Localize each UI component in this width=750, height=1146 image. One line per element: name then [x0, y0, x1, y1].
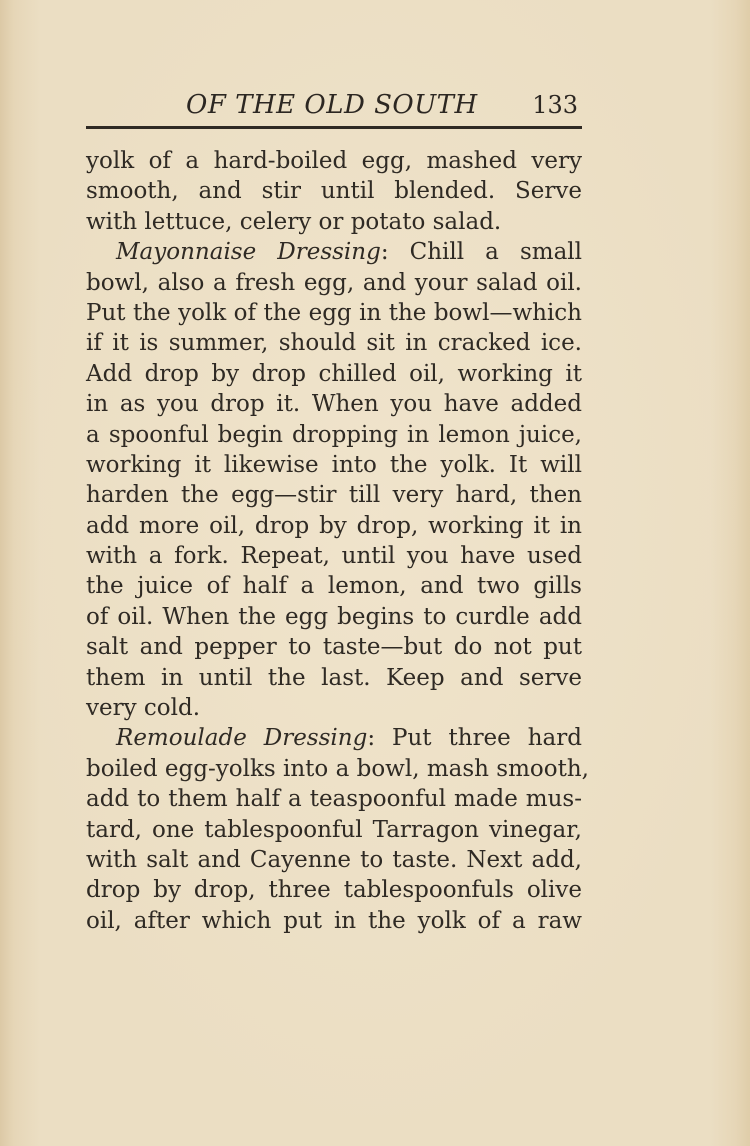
- running-head-title: OF THE OLD SOUTH: [186, 90, 478, 120]
- text-line: bowl, also a fresh egg, and your salad oil.: [86, 269, 582, 296]
- text-line: add more oil, drop by drop, working it in: [86, 512, 582, 539]
- recipe-heading-mayonnaise: Mayonnaise Dressing: [116, 239, 381, 266]
- text-line: with salt and Cayenne to taste. Next add,: [86, 846, 582, 873]
- text-line: a spoonful begin dropping in lemon juice,: [86, 421, 582, 448]
- text-line: drop by drop, three tablespoonfuls olive: [86, 877, 582, 904]
- text-line: yolk of a hard-boiled egg, mashed very: [86, 148, 582, 174]
- running-head: [86, 88, 582, 128]
- text-line: Put the yolk of the egg in the bowl—which: [86, 299, 582, 326]
- text-line: boiled egg-yolks into a bowl, mash smooth,: [86, 755, 589, 782]
- paragraph-first-line: [86, 723, 582, 753]
- text-line: with a fork. Repeat, until you have used: [86, 543, 582, 570]
- text-run: : Put three hard: [367, 725, 582, 752]
- text-line: salt and pepper to taste—but do not put: [86, 634, 582, 661]
- body-text: [86, 146, 589, 936]
- text-line: Add drop by drop chilled oil, working it: [86, 360, 582, 387]
- text-line: of oil. When the egg begins to curdle add: [86, 603, 582, 630]
- paragraph-first-line: [86, 237, 582, 267]
- text-line: harden the egg—stir till very hard, then: [86, 482, 582, 509]
- text-line: very cold.: [86, 695, 201, 722]
- text-line: working it likewise into the yolk. It will: [86, 451, 582, 478]
- text-line: in as you drop it. When you have added: [86, 391, 582, 418]
- page-number: 133: [532, 91, 578, 119]
- text-line: add to them half a teaspoonful made mus-: [86, 786, 582, 813]
- text-line: smooth, and stir until blended. Serve: [86, 178, 582, 205]
- header-rule: [86, 126, 582, 129]
- text-line: if it is summer, should sit in cracked ice.: [86, 330, 582, 357]
- text-line: them in until the last. Keep and serve: [86, 664, 582, 691]
- text-run: : Chill a small: [380, 239, 582, 266]
- text-line: oil, after which put in the yolk of a raw: [86, 907, 582, 934]
- text-line: with lettuce, celery or potato salad.: [86, 208, 502, 235]
- text-line: the juice of half a lemon, and two gills: [86, 573, 582, 600]
- recipe-heading-remoulade: Remoulade Dressing: [116, 725, 368, 752]
- text-line: tard, one tablespoonful Tarragon vinegar,: [86, 816, 582, 843]
